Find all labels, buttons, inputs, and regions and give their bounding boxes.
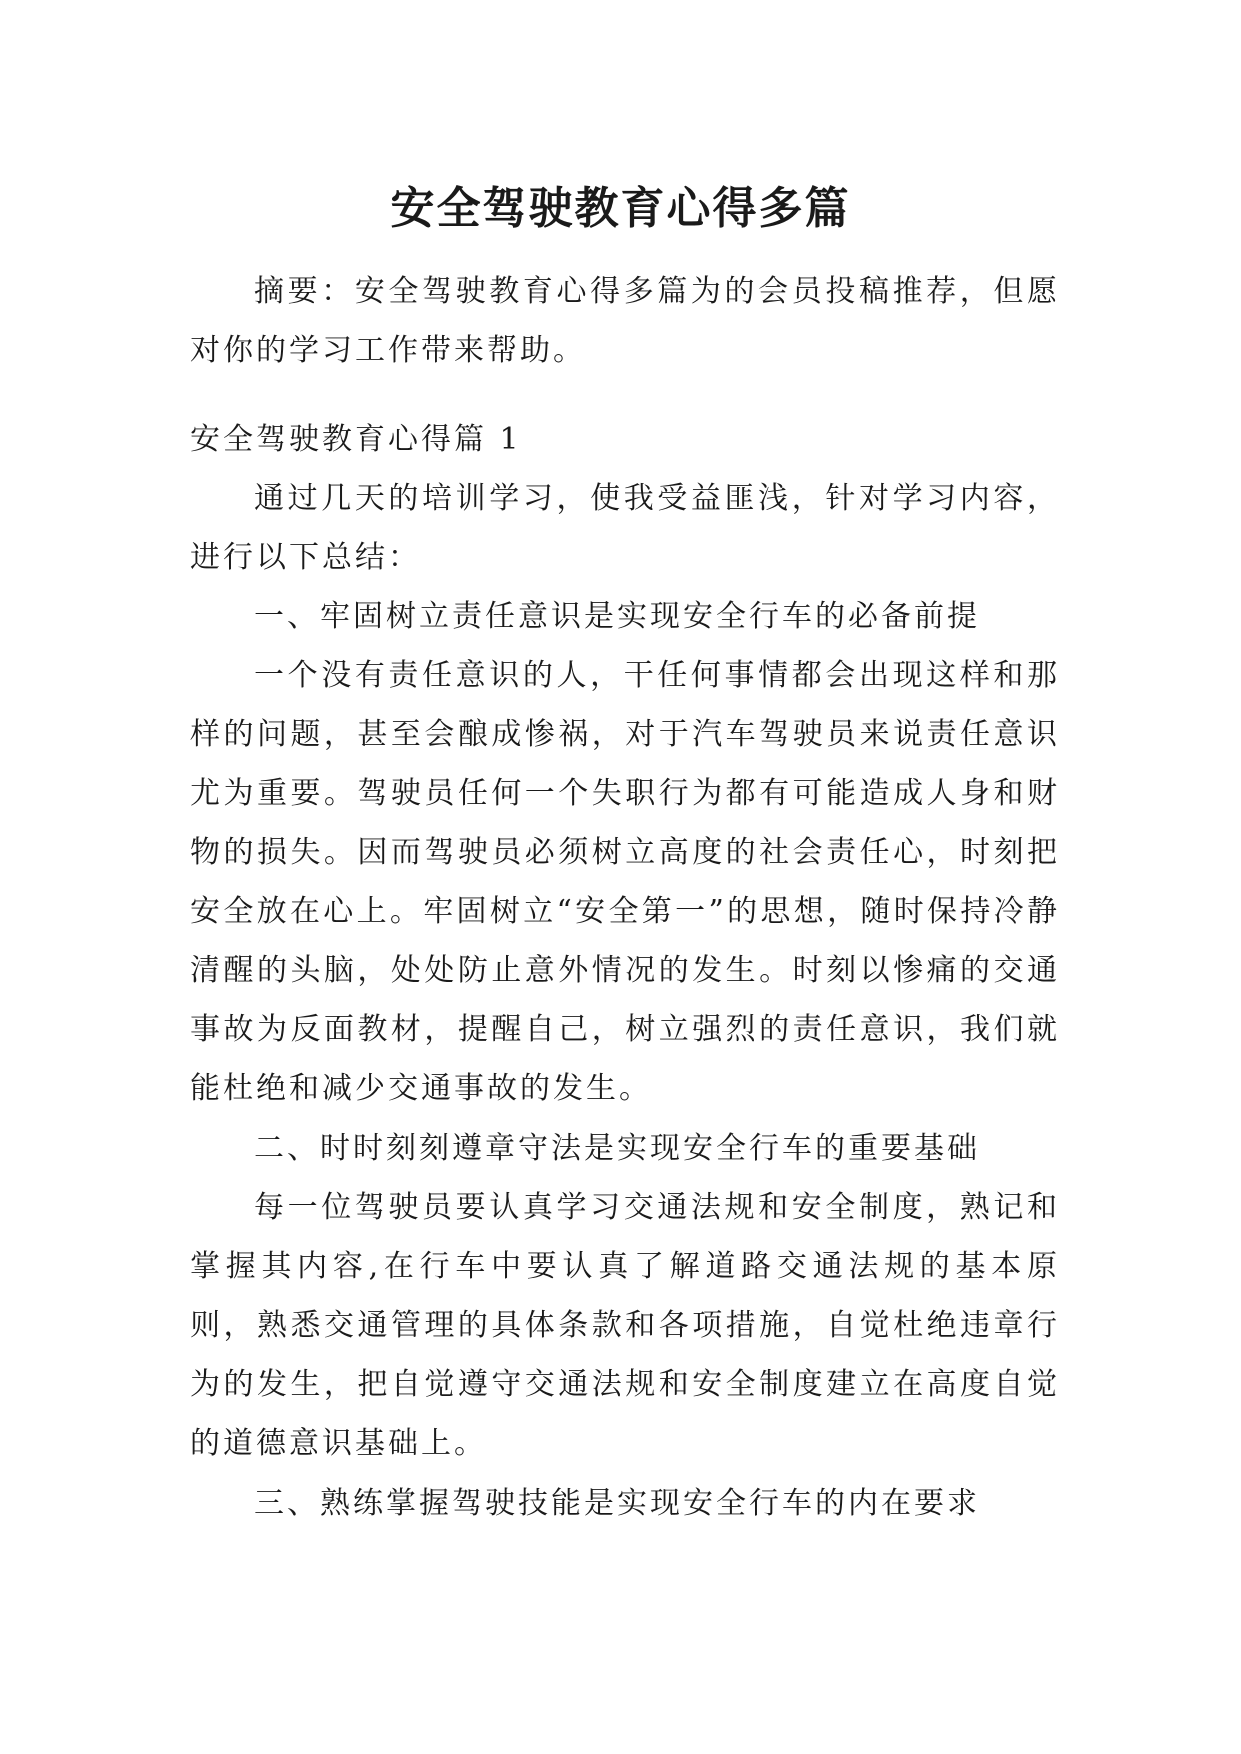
subheading-three: 三、熟练掌握驾驶技能是实现安全行车的内在要求 xyxy=(254,1486,980,1521)
body-paragraph: 通过几天的培训学习，使我受益匪浅，针对学习内容，进行以下总结： xyxy=(190,481,1060,575)
section-heading: 安全驾驶教育心得篇 1 xyxy=(190,422,522,457)
abstract-paragraph: 摘要：安全驾驶教育心得多篇为的会员投稿推荐，但愿对你的学习工作带来帮助。 xyxy=(190,274,1060,368)
document-title: 安全驾驶教育心得多篇 xyxy=(390,183,851,235)
subheading-two: 二、时时刻刻遵章守法是实现安全行车的重要基础 xyxy=(254,1131,980,1166)
subheading-one: 一、牢固树立责任意识是实现安全行车的必备前提 xyxy=(254,599,980,634)
body-paragraph: 一个没有责任意识的人，干任何事情都会出现这样和那样的问题，甚至会酿成惨祸，对于汽车驾驶员来说责任意识尤为重要。驾驶员任何一个失职行为都有可能造成人身和财物的损失。因而驾驶员必须树立高度的社会责任心，时刻把安全放在心上。牢固树立“安全第一”的思想，随时保持冷静清醒的头脑，处处防止意外情况的发生。时刻以惨痛的交通事故为反面教材，提醒自己，树立强烈的责任意识，我们就能杜绝和减少交通事故的发生。 xyxy=(190,658,1060,1106)
body-paragraph: 每一位驾驶员要认真学习交通法规和安全制度，熟记和掌握其内容,在行车中要认真了解道路交通法规的基本原则，熟悉交通管理的具体条款和各项措施，自觉杜绝违章行为的发生，把自觉遵守交通法规和安全制度建立在高度自觉的道德意识基础上。 xyxy=(190,1190,1060,1461)
